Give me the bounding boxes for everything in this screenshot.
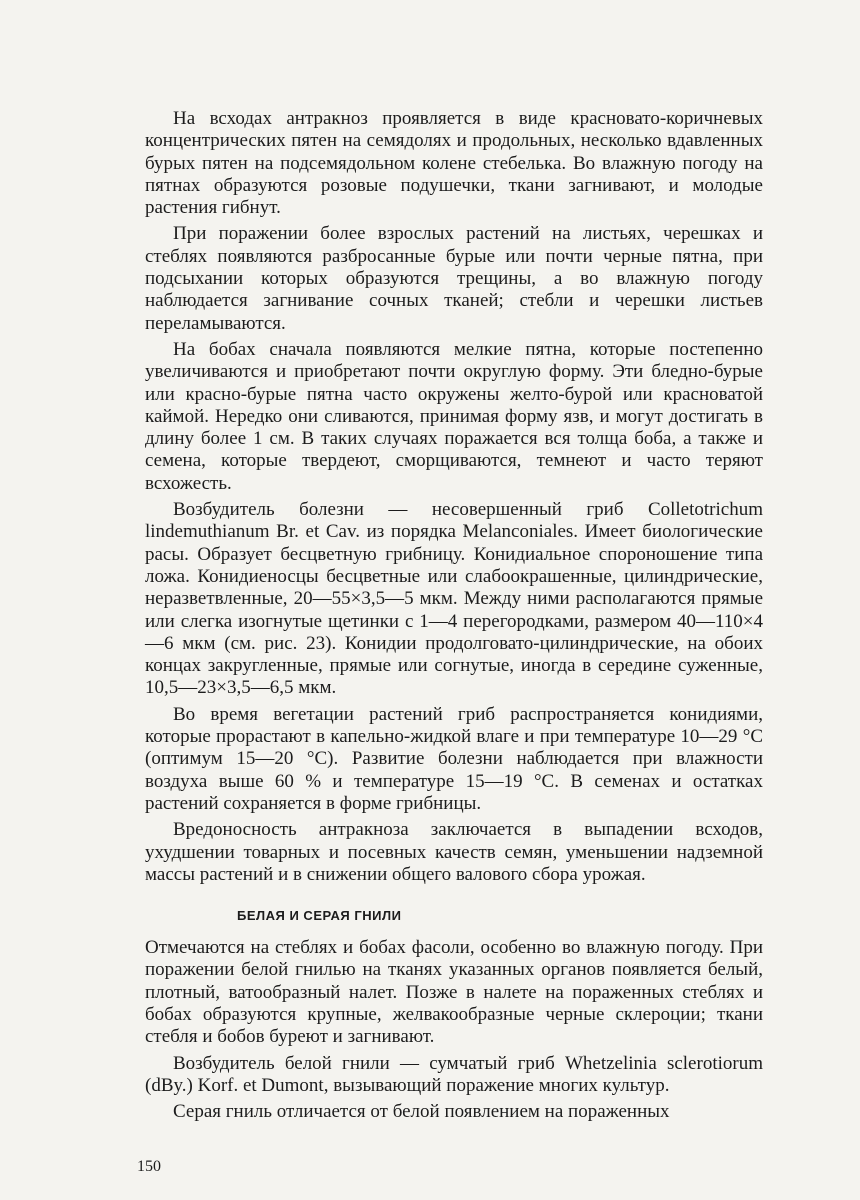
paragraph: Возбудитель белой гнили — сумчатый гриб Whetzelinia sclerotiorum (dBy.) Korf. et Dumont, вызывающий поражение многих культур. <box>145 1052 763 1096</box>
paragraph: На всходах антракноз проявляется в виде красновато-коричневых концентрических пятен на семядолях и продольных, несколько вдавленных бурых пятен на подсемядольном колене стебелька. Во влажную погоду на пятнах образуются розовые подушечки, ткани загнивают, и молодые растения гибнут. <box>145 108 763 219</box>
paragraph: Во время вегетации растений гриб распространяется конидиями, которые прорастают в капельно-жидкой влаге и при температуре 10—29 °C (оптимум 15—20 °C). Развитие болезни наблюдается при влажности воздуха выше 60 % и температуре 15—19 °C. В семенах и остатках растений сохраняется в форме грибницы. <box>145 703 763 814</box>
page-content <box>145 108 763 1123</box>
paragraph: Отмечаются на стеблях и бобах фасоли, особенно во влажную погоду. При поражении белой гнилью на тканях указанных органов появляется белый, плотный, ватообразный налет. Позже в налете на пораженных стеблях и бобах образуются крупные, желвакообразные черные склероции; ткани стебля и бобов буреют и загнивают. <box>145 937 763 1048</box>
paragraph: Возбудитель болезни — несовершенный гриб Colletotrichum lindemuthianum Br. et Cav. из порядка Melanconiales. Имеет биологические расы. Образует бесцветную грибницу. Конидиальное спороношение типа ложа. Конидиеносцы бесцветные или слабоокрашенные, цилиндрические, неразветвленные, 20—55×3,5—5 мкм. Между ними располагаются прямые или слегка изогнутые щетинки с 1—4 перегородками, размером 40—110×4—6 мкм (см. рис. 23). Конидии продолговато-цилиндрические, на обоих концах закругленные, прямые или согнутые, иногда в середине суженные, 10,5—23×3,5—6,5 мкм. <box>145 499 763 699</box>
paragraph: При поражении более взрослых растений на листьях, черешках и стеблях появляются разбросанные бурые или почти черные пятна, при подсыхании которых образуются трещины, а во влажную погоду наблюдается загнивание сочных тканей; стебли и черешки листьев переламываются. <box>145 223 763 334</box>
page-number: 150 <box>137 1158 161 1175</box>
section-heading: БЕЛАЯ И СЕРАЯ ГНИЛИ <box>237 908 402 924</box>
paragraph: Серая гниль отличается от белой появлением на пораженных <box>173 1101 670 1123</box>
paragraph: На бобах сначала появляются мелкие пятна, которые постепенно увеличиваются и приобретают почти округлую форму. Эти бледно-бурые или красно-бурые пятна часто окружены желто-бурой или красноватой каймой. Нередко они сливаются, принимая форму язв, и могут достигать в длину более 1 см. В таких случаях поражается вся толща боба, а также и семена, которые твердеют, сморщиваются, темнеют и часто теряют всхожесть. <box>145 338 763 494</box>
paragraph: Вредоносность антракноза заключается в выпадении всходов, ухудшении товарных и посевных качеств семян, уменьшении надземной массы растений и в снижении общего валового сбора урожая. <box>145 819 763 885</box>
